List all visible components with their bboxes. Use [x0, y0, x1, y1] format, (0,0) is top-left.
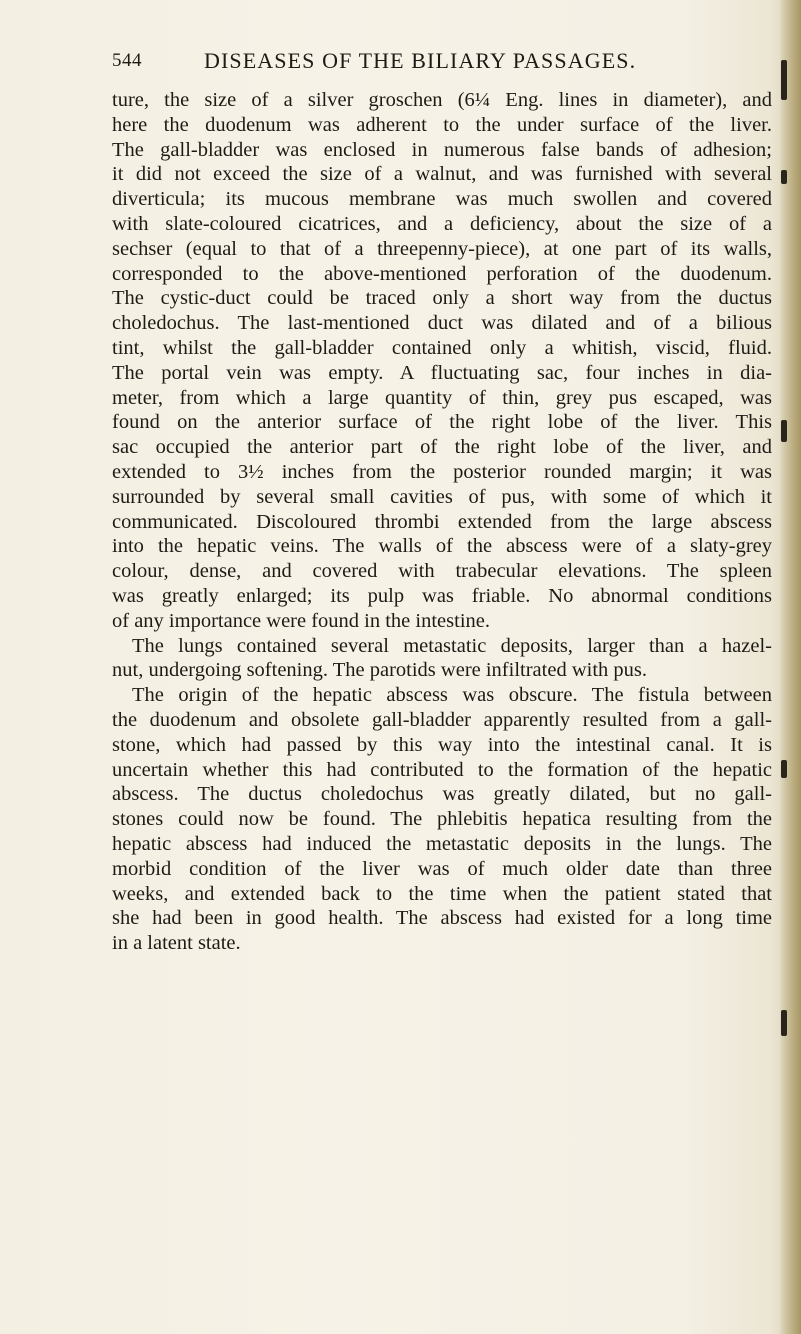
edge-mark: [781, 60, 787, 100]
text-line: sac occupied the anterior part of the right lobe of the liver, and: [112, 436, 772, 459]
text-line: The gall-bladder was enclosed in numerous false bands of adhesion;: [112, 138, 772, 161]
text-line: choledochus. The last-mentioned duct was dilated and of a bilious: [112, 312, 772, 335]
edge-mark: [781, 1010, 787, 1036]
text-line: stone, which had passed by this way into the intestinal canal. It is: [112, 733, 772, 756]
text-line: The origin of the hepatic abscess was obscure. The fistula between: [132, 684, 772, 707]
edge-mark: [781, 420, 787, 442]
text-line: morbid condition of the liver was of much older date than three: [112, 857, 772, 880]
text-line: corresponded to the above-mentioned perforation of the duodenum.: [112, 262, 772, 285]
text-line: it did not exceed the size of a walnut, and was furnished with several: [112, 163, 772, 186]
text-line: uncertain whether this had contributed to the formation of the hepatic: [112, 758, 772, 781]
text-line: extended to 3½ inches from the posterior rounded margin; it was: [112, 460, 772, 483]
text-line: stones could now be found. The phlebitis hepatica resulting from the: [112, 808, 772, 831]
text-line: diverticula; its mucous membrane was much swollen and covered: [112, 188, 772, 211]
text-line: surrounded by several small cavities of pus, with some of which it: [112, 485, 772, 508]
text-line: was greatly enlarged; its pulp was friable. No abnormal conditions: [112, 584, 772, 607]
body-text: [112, 88, 772, 956]
text-line: she had been in good health. The abscess had existed for a long time: [112, 907, 772, 930]
text-line: here the duodenum was adherent to the under surface of the liver.: [112, 113, 772, 136]
text-line: communicated. Discoloured thrombi extended from the large abscess: [112, 510, 772, 533]
text-line: nut, undergoing softening. The parotids were infiltrated with pus.: [112, 659, 647, 682]
text-line: sechser (equal to that of a threepenny-piece), at one part of its walls,: [112, 237, 772, 260]
text-line: the duodenum and obsolete gall-bladder apparently resulted from a gall-: [112, 708, 772, 731]
text-line: colour, dense, and covered with trabecular elevations. The spleen: [112, 560, 772, 583]
text-line: abscess. The ductus choledochus was greatly dilated, but no gall-: [112, 783, 772, 806]
running-header: [112, 48, 772, 78]
text-line: tint, whilst the gall-bladder contained only a whitish, viscid, fluid.: [112, 336, 772, 359]
text-line: hepatic abscess had induced the metastatic deposits in the lungs. The: [112, 832, 772, 855]
page-number: 544: [112, 50, 142, 71]
text-line: The portal vein was empty. A fluctuating sac, four inches in dia-: [112, 361, 772, 384]
text-line: with slate-coloured cicatrices, and a deficiency, about the size of a: [112, 212, 772, 235]
text-line: ture, the size of a silver groschen (6¼ Eng. lines in diameter), and: [112, 89, 772, 111]
text-line: in a latent state.: [112, 932, 241, 955]
text-line: found on the anterior surface of the right lobe of the liver. This: [112, 411, 772, 434]
text-line: of any importance were found in the intestine.: [112, 609, 490, 632]
text-line: The lungs contained several metastatic deposits, larger than a hazel-: [132, 634, 772, 657]
text-line: meter, from which a large quantity of thin, grey pus escaped, was: [112, 386, 772, 409]
edge-mark: [781, 760, 787, 778]
running-title: DISEASES OF THE BILIARY PASSAGES.: [204, 48, 637, 73]
page-edge-shadow: [779, 0, 801, 1334]
text-line: into the hepatic veins. The walls of the abscess were of a slaty-grey: [112, 535, 772, 558]
text-line: weeks, and extended back to the time when the patient stated that: [112, 882, 772, 905]
text-line: The cystic-duct could be traced only a short way from the ductus: [112, 287, 772, 310]
edge-mark: [781, 170, 787, 184]
